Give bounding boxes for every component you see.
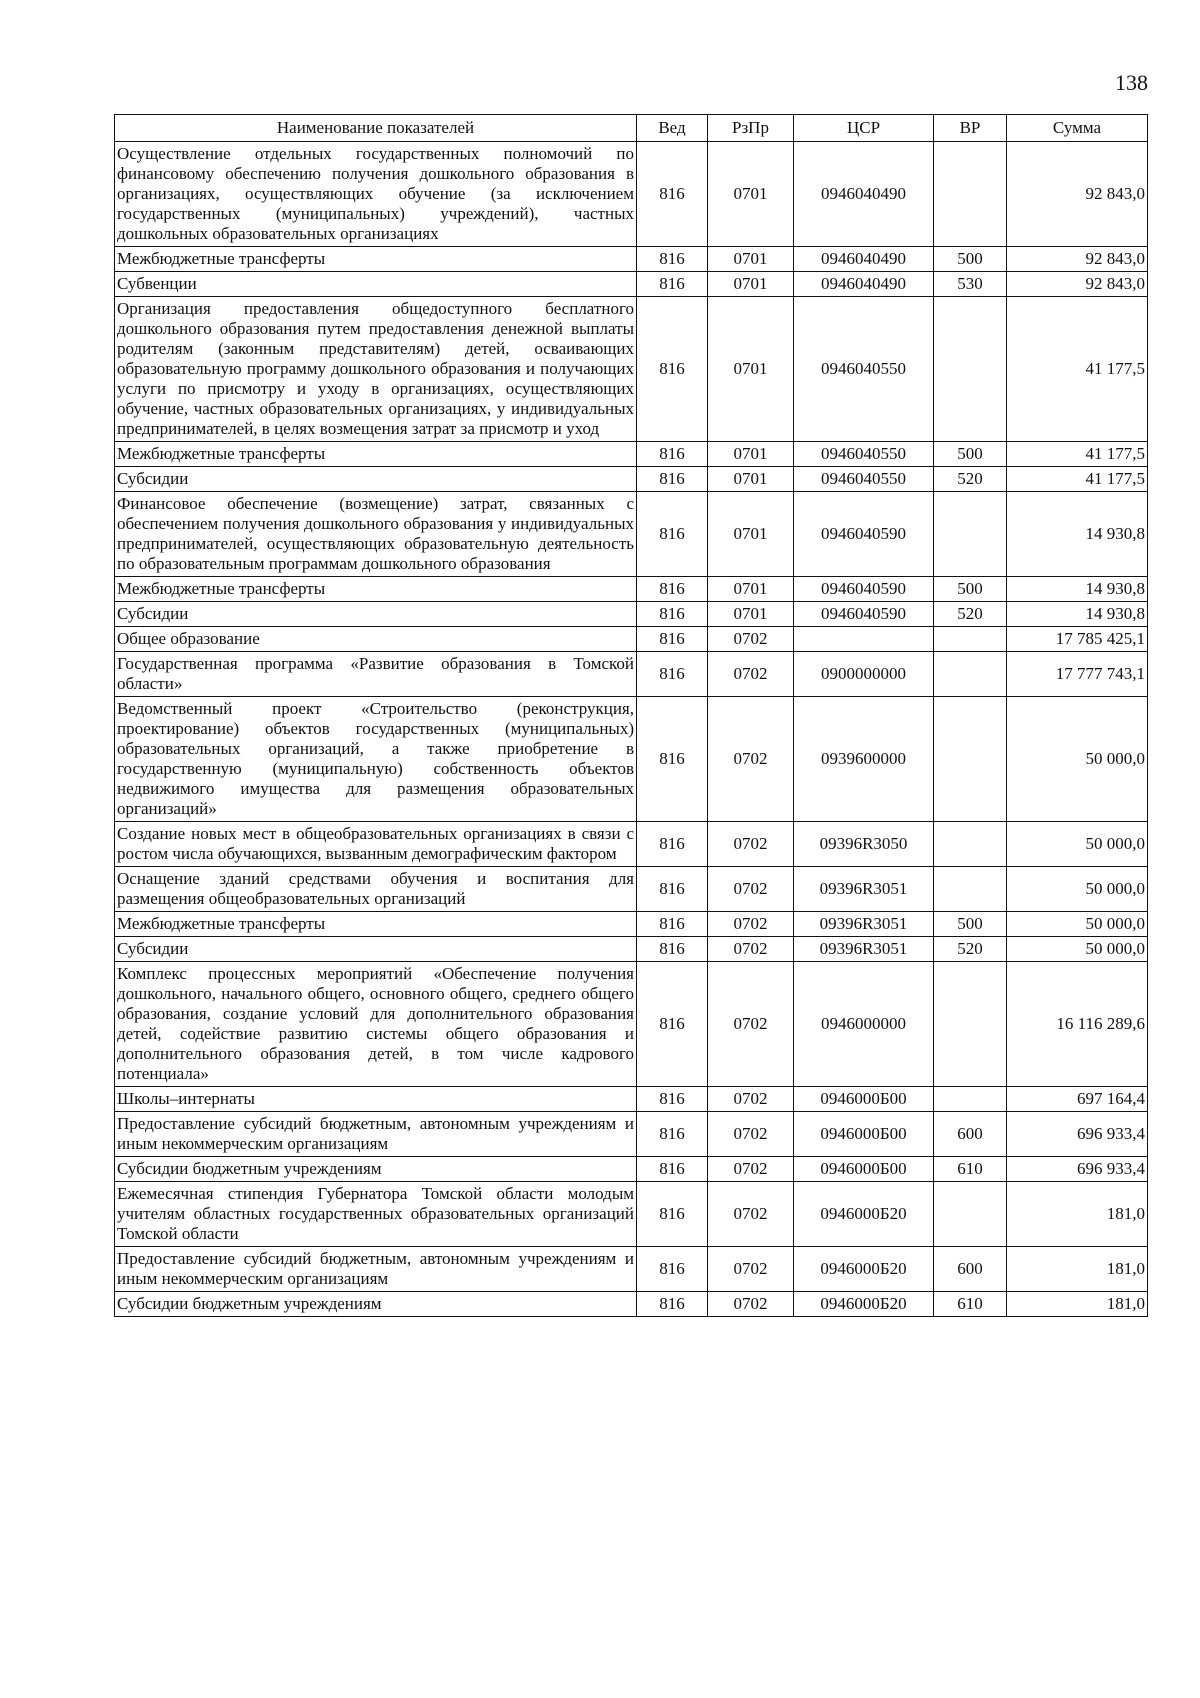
cell-sum: 181,0 [1007, 1182, 1148, 1247]
cell-csr: 0900000000 [794, 652, 934, 697]
table-row [115, 937, 1148, 962]
cell-csr [794, 627, 934, 652]
cell-vr [934, 652, 1007, 697]
table-row [115, 652, 1148, 697]
cell-sum: 41 177,5 [1007, 297, 1148, 442]
cell-rzpr: 0701 [708, 467, 794, 492]
cell-vr: 500 [934, 577, 1007, 602]
cell-ved: 816 [637, 1087, 708, 1112]
cell-ved: 816 [637, 1247, 708, 1292]
cell-sum: 14 930,8 [1007, 602, 1148, 627]
cell-vr [934, 142, 1007, 247]
cell-sum: 92 843,0 [1007, 272, 1148, 297]
cell-csr: 0946000Б00 [794, 1112, 934, 1157]
cell-vr: 520 [934, 602, 1007, 627]
cell-vr [934, 627, 1007, 652]
table-row [115, 142, 1148, 247]
cell-sum: 92 843,0 [1007, 142, 1148, 247]
cell-ved: 816 [637, 602, 708, 627]
table-row [115, 602, 1148, 627]
table-header [115, 115, 1148, 142]
cell-name: Субвенции [115, 272, 637, 297]
cell-rzpr: 0702 [708, 1247, 794, 1292]
cell-sum: 14 930,8 [1007, 577, 1148, 602]
cell-name: Межбюджетные трансферты [115, 247, 637, 272]
header-sum: Сумма [1007, 115, 1148, 142]
cell-name: Межбюджетные трансферты [115, 912, 637, 937]
cell-csr: 0946040590 [794, 602, 934, 627]
cell-ved: 816 [637, 627, 708, 652]
header-csr: ЦСР [794, 115, 934, 142]
table-row [115, 1292, 1148, 1317]
header-vr: ВР [934, 115, 1007, 142]
cell-name: Оснащение зданий средствами обучения и воспитания для размещения общеобразовательных организаций [115, 867, 637, 912]
cell-vr: 500 [934, 247, 1007, 272]
cell-sum: 50 000,0 [1007, 867, 1148, 912]
cell-vr [934, 1087, 1007, 1112]
cell-rzpr: 0701 [708, 297, 794, 442]
cell-rzpr: 0701 [708, 577, 794, 602]
cell-sum: 14 930,8 [1007, 492, 1148, 577]
cell-csr: 0946040590 [794, 577, 934, 602]
header-row [115, 115, 1148, 142]
cell-ved: 816 [637, 1112, 708, 1157]
table-row [115, 867, 1148, 912]
cell-sum: 181,0 [1007, 1247, 1148, 1292]
cell-sum: 17 785 425,1 [1007, 627, 1148, 652]
cell-ved: 816 [637, 1157, 708, 1182]
cell-name: Осуществление отдельных государственных полномочий по финансовому обеспечению получения дошкольного образования в организациях, осуществляющих обучение (за исключением государственных (муниципальных) учреждений), частных дошкольных образовательных организациях [115, 142, 637, 247]
cell-sum: 41 177,5 [1007, 467, 1148, 492]
table-body [115, 142, 1148, 1317]
cell-sum: 50 000,0 [1007, 937, 1148, 962]
cell-csr: 0946040490 [794, 247, 934, 272]
cell-name: Ежемесячная стипендия Губернатора Томской области молодым учителям областных государственных образовательных организаций Томской области [115, 1182, 637, 1247]
cell-rzpr: 0702 [708, 937, 794, 962]
cell-csr: 0946040550 [794, 467, 934, 492]
cell-vr [934, 297, 1007, 442]
cell-name: Финансовое обеспечение (возмещение) затрат, связанных с обеспечением получения дошкольного образования у индивидуальных предпринимателей, осуществляющих образовательную деятельность по образовательным программам дошкольного образования [115, 492, 637, 577]
cell-ved: 816 [637, 652, 708, 697]
cell-ved: 816 [637, 962, 708, 1087]
table-row [115, 492, 1148, 577]
cell-csr: 09396R3050 [794, 822, 934, 867]
cell-name: Субсидии [115, 467, 637, 492]
cell-csr: 0946000Б20 [794, 1247, 934, 1292]
cell-sum: 17 777 743,1 [1007, 652, 1148, 697]
cell-name: Государственная программа «Развитие образования в Томской области» [115, 652, 637, 697]
cell-vr [934, 822, 1007, 867]
table-row [115, 1112, 1148, 1157]
cell-vr: 610 [934, 1292, 1007, 1317]
cell-rzpr: 0701 [708, 247, 794, 272]
cell-name: Предоставление субсидий бюджетным, автономным учреждениям и иным некоммерческим организациям [115, 1112, 637, 1157]
cell-csr: 0946040490 [794, 142, 934, 247]
cell-rzpr: 0701 [708, 272, 794, 297]
cell-vr [934, 962, 1007, 1087]
cell-ved: 816 [637, 272, 708, 297]
cell-csr: 0946040490 [794, 272, 934, 297]
cell-vr: 500 [934, 912, 1007, 937]
cell-rzpr: 0701 [708, 492, 794, 577]
cell-ved: 816 [637, 142, 708, 247]
cell-rzpr: 0702 [708, 1182, 794, 1247]
cell-vr: 600 [934, 1247, 1007, 1292]
cell-csr: 0946000000 [794, 962, 934, 1087]
cell-vr [934, 867, 1007, 912]
cell-name: Комплекс процессных мероприятий «Обеспечение получения дошкольного, начального общего, основного общего, среднего общего образования, создание условий для дополнительного образования детей, содействие развитию системы общего образования и дополнительного образования детей, в том числе кадрового потенциала» [115, 962, 637, 1087]
cell-ved: 816 [637, 442, 708, 467]
cell-ved: 816 [637, 247, 708, 272]
table-row [115, 442, 1148, 467]
cell-rzpr: 0701 [708, 442, 794, 467]
cell-ved: 816 [637, 577, 708, 602]
cell-csr: 0946000Б20 [794, 1182, 934, 1247]
table-row [115, 697, 1148, 822]
cell-name: Предоставление субсидий бюджетным, автономным учреждениям и иным некоммерческим организациям [115, 1247, 637, 1292]
cell-csr: 0946040550 [794, 297, 934, 442]
cell-vr: 520 [934, 467, 1007, 492]
cell-vr [934, 697, 1007, 822]
cell-rzpr: 0702 [708, 1087, 794, 1112]
table-row [115, 962, 1148, 1087]
cell-rzpr: 0702 [708, 1112, 794, 1157]
cell-name: Субсидии бюджетным учреждениям [115, 1292, 637, 1317]
table-row [115, 912, 1148, 937]
cell-rzpr: 0702 [708, 1292, 794, 1317]
cell-csr: 09396R3051 [794, 937, 934, 962]
table-row [115, 627, 1148, 652]
cell-vr: 610 [934, 1157, 1007, 1182]
table-row [115, 577, 1148, 602]
table-row [115, 822, 1148, 867]
cell-rzpr: 0702 [708, 697, 794, 822]
cell-name: Создание новых мест в общеобразовательных организациях в связи с ростом числа обучающихся, вызванным демографическим фактором [115, 822, 637, 867]
cell-rzpr: 0702 [708, 1157, 794, 1182]
cell-sum: 50 000,0 [1007, 697, 1148, 822]
cell-name: Ведомственный проект «Строительство (реконструкция, проектирование) объектов государственных (муниципальных) образовательных организаций, а также приобретение в государственную (муниципальную) собственность объектов недвижимого имущества для размещения образовательных организаций» [115, 697, 637, 822]
cell-rzpr: 0702 [708, 962, 794, 1087]
cell-rzpr: 0702 [708, 912, 794, 937]
cell-csr: 0946040550 [794, 442, 934, 467]
table-row [115, 1182, 1148, 1247]
cell-rzpr: 0702 [708, 652, 794, 697]
cell-rzpr: 0701 [708, 142, 794, 247]
cell-ved: 816 [637, 1182, 708, 1247]
page-number: 138 [1115, 70, 1148, 95]
cell-name: Межбюджетные трансферты [115, 577, 637, 602]
cell-ved: 816 [637, 697, 708, 822]
cell-csr: 0946000Б20 [794, 1292, 934, 1317]
cell-sum: 41 177,5 [1007, 442, 1148, 467]
cell-name: Общее образование [115, 627, 637, 652]
cell-sum: 92 843,0 [1007, 247, 1148, 272]
cell-ved: 816 [637, 912, 708, 937]
cell-ved: 816 [637, 822, 708, 867]
cell-csr: 0946000Б00 [794, 1157, 934, 1182]
cell-csr: 09396R3051 [794, 912, 934, 937]
table-row [115, 467, 1148, 492]
cell-rzpr: 0702 [708, 627, 794, 652]
cell-vr: 600 [934, 1112, 1007, 1157]
cell-rzpr: 0701 [708, 602, 794, 627]
cell-vr: 500 [934, 442, 1007, 467]
cell-csr: 0939600000 [794, 697, 934, 822]
cell-sum: 16 116 289,6 [1007, 962, 1148, 1087]
table-row [115, 1247, 1148, 1292]
header-rzpr: РзПр [708, 115, 794, 142]
cell-ved: 816 [637, 297, 708, 442]
header-name: Наименование показателей [115, 115, 637, 142]
cell-name: Субсидии [115, 602, 637, 627]
table-row [115, 1087, 1148, 1112]
cell-rzpr: 0702 [708, 822, 794, 867]
cell-vr: 520 [934, 937, 1007, 962]
cell-sum: 696 933,4 [1007, 1112, 1148, 1157]
cell-name: Субсидии [115, 937, 637, 962]
cell-csr: 09396R3051 [794, 867, 934, 912]
cell-sum: 696 933,4 [1007, 1157, 1148, 1182]
cell-sum: 50 000,0 [1007, 822, 1148, 867]
cell-sum: 697 164,4 [1007, 1087, 1148, 1112]
table-row [115, 272, 1148, 297]
budget-table [114, 114, 1148, 1317]
cell-ved: 816 [637, 867, 708, 912]
cell-csr: 0946000Б00 [794, 1087, 934, 1112]
table-row [115, 1157, 1148, 1182]
cell-csr: 0946040590 [794, 492, 934, 577]
cell-ved: 816 [637, 937, 708, 962]
cell-vr: 530 [934, 272, 1007, 297]
cell-ved: 816 [637, 492, 708, 577]
cell-sum: 181,0 [1007, 1292, 1148, 1317]
cell-vr [934, 1182, 1007, 1247]
cell-ved: 816 [637, 467, 708, 492]
cell-name: Межбюджетные трансферты [115, 442, 637, 467]
cell-ved: 816 [637, 1292, 708, 1317]
cell-name: Организация предоставления общедоступного бесплатного дошкольного образования путем предоставления денежной выплаты родителям (законным представителям) детей, осваивающих образовательную программу дошкольного образования и получающих услуги по присмотру и уходу в организациях, осуществляющих обучение, частных образовательных организациях, у индивидуальных предпринимателей, в целях возмещения затрат за присмотр и уход [115, 297, 637, 442]
table-row [115, 247, 1148, 272]
cell-name: Субсидии бюджетным учреждениям [115, 1157, 637, 1182]
header-ved: Вед [637, 115, 708, 142]
table-row [115, 297, 1148, 442]
cell-sum: 50 000,0 [1007, 912, 1148, 937]
cell-name: Школы–интернаты [115, 1087, 637, 1112]
cell-rzpr: 0702 [708, 867, 794, 912]
cell-vr [934, 492, 1007, 577]
